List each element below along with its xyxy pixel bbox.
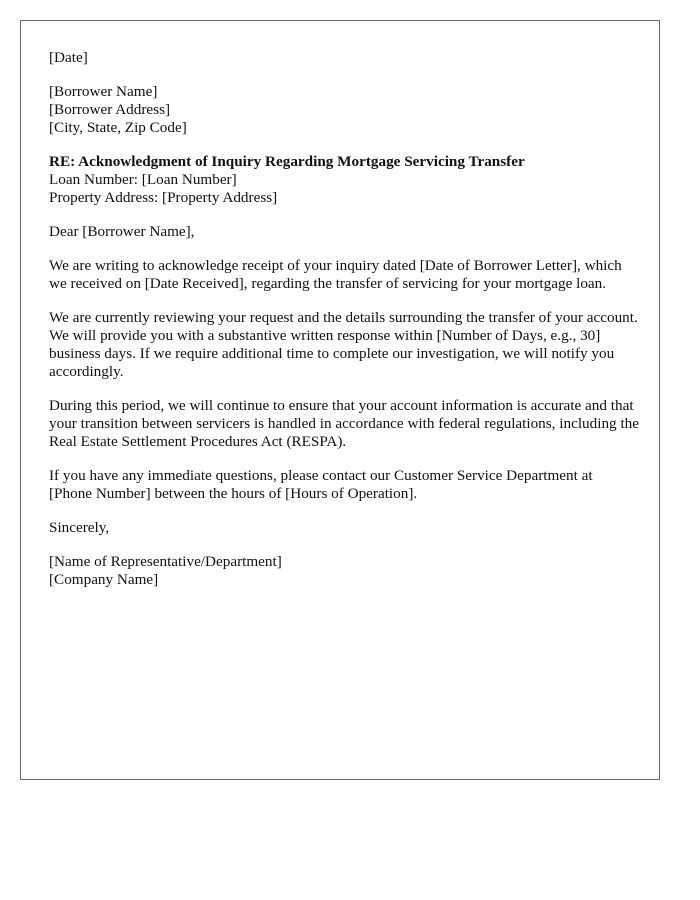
subject-block [49,153,639,207]
date-line: [Date] [49,49,88,66]
body-paragraph-3: During this period, we will continue to ensure that your account information is accurate and that your transition between servicers is handled in accordance with federal regulations, including the Real Estate Settlement Procedures Act (RESPA). [49,397,639,450]
loan-number-line: Loan Number: [Loan Number] [49,171,237,188]
signature-block [49,553,639,589]
recipient-city-state-zip: [City, State, Zip Code] [49,119,187,136]
salutation: Dear [Borrower Name], [49,223,195,240]
recipient-block [49,83,639,137]
closing: Sincerely, [49,519,110,536]
letter-date [49,49,639,67]
recipient-name: [Borrower Name] [49,83,158,100]
letter-content [49,49,639,605]
recipient-address: [Borrower Address] [49,101,171,118]
body-paragraph-2: We are currently reviewing your request and the details surrounding the transfer of your account. We will provide you with a substantive written response within [Number of Days, e.g., 30] business days. If we require additional time to complete our investigation, we will notify you accordingly. [49,309,638,380]
signature-company: [Company Name] [49,571,159,588]
property-address-line: Property Address: [Property Address] [49,189,278,206]
body-paragraph-1: We are writing to acknowledge receipt of your inquiry dated [Date of Borrower Letter], which we received on [Date Received], regarding the transfer of servicing for your mortgage loan. [49,257,622,292]
letter-page [20,20,660,780]
signature-representative: [Name of Representative/Department] [49,553,282,570]
body-paragraph-4: If you have any immediate questions, please contact our Customer Service Department at [Phone Number] between the hours of [Hours of Operation]. [49,467,593,502]
re-line: RE: Acknowledgment of Inquiry Regarding Mortgage Servicing Transfer [49,153,525,170]
